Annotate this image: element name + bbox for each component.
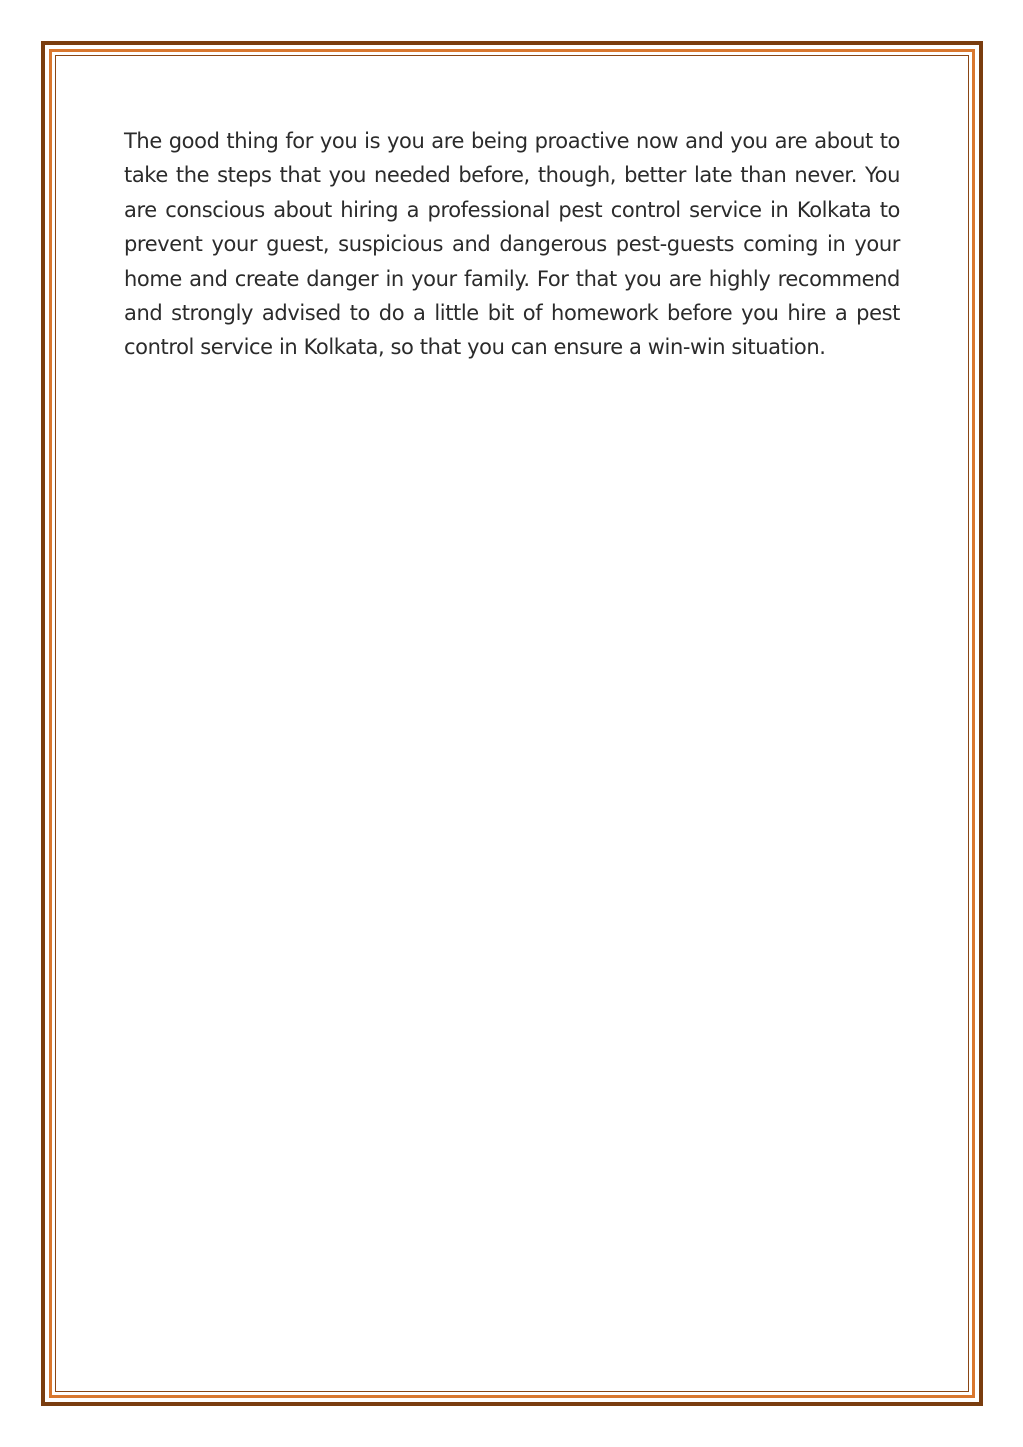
body-paragraph: The good thing for you is you are being proactive now and you are about to take the steps that you needed before, though, better late than never. You are conscious about hiring a professional pest control service in Kolkata to prevent your guest, suspicious and dangerous pest-guests coming in your home and create danger in your family. For that you are highly recommend and strongly advised to do a little bit of homework before you hire a pest control service in Kolkata, so that you can ensure a win-win situation. (124, 129, 900, 360)
document-body (124, 124, 900, 365)
